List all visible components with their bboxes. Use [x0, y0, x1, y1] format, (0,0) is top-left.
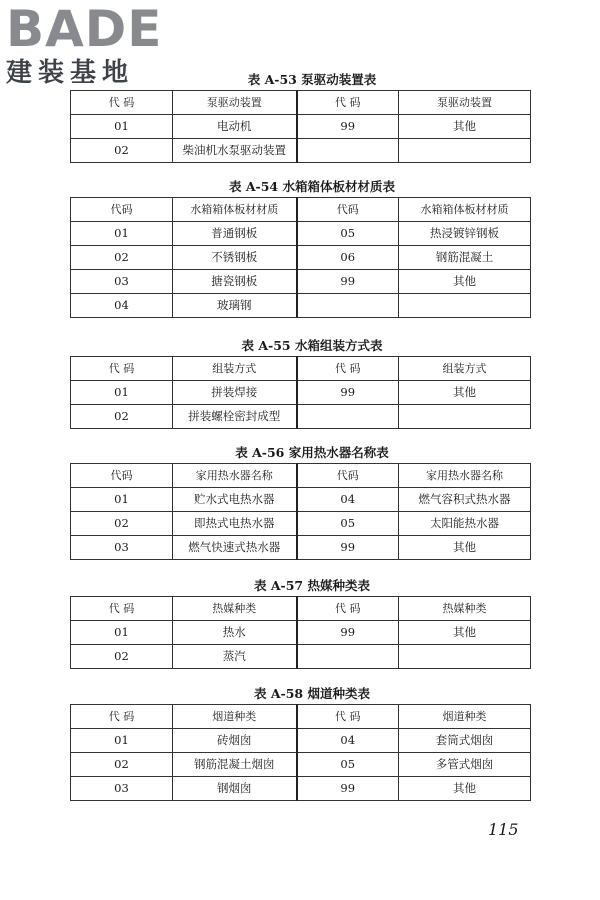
- table-cell: 拼装焊接: [173, 381, 297, 405]
- table-row: [71, 405, 531, 429]
- header-cell: 代码: [71, 464, 173, 488]
- header-cell: 代 码: [71, 705, 173, 729]
- table-cell: 钢筋混凝土: [399, 246, 531, 270]
- table-cell: 99: [297, 536, 399, 560]
- table-cell: 01: [71, 621, 173, 645]
- table-cell: 01: [71, 488, 173, 512]
- table-cell: 05: [297, 222, 399, 246]
- table-cell: 01: [71, 729, 173, 753]
- table-caption: 表 A-56 家用热水器名称表: [235, 445, 389, 460]
- header-cell: 家用热水器名称: [399, 464, 531, 488]
- table-cell: 其他: [399, 270, 531, 294]
- table-cell: 03: [71, 536, 173, 560]
- header-cell: 热媒种类: [399, 597, 531, 621]
- table-cell: 钢烟囱: [173, 777, 297, 801]
- table-cell: [399, 405, 531, 429]
- table-cell: [297, 139, 399, 163]
- table-row: [71, 246, 531, 270]
- code-table: [70, 90, 531, 163]
- table-cell: 99: [297, 621, 399, 645]
- table-cell: 燃气容积式热水器: [399, 488, 531, 512]
- table-row: [71, 536, 531, 560]
- page-number: 115: [488, 820, 519, 839]
- table-cell: 电动机: [173, 115, 297, 139]
- table-section: [70, 443, 530, 560]
- table-cell: 搪瓷钢板: [173, 270, 297, 294]
- table-cell: 套筒式烟囱: [399, 729, 531, 753]
- table-row: [71, 488, 531, 512]
- table-cell: 02: [71, 645, 173, 669]
- table-cell: 99: [297, 777, 399, 801]
- table-cell: [399, 645, 531, 669]
- table-row: [71, 753, 531, 777]
- header-cell: 代 码: [297, 597, 399, 621]
- table-header-row: [71, 464, 531, 488]
- code-table: [70, 704, 531, 801]
- table-row: [71, 139, 531, 163]
- table-cell: 01: [71, 115, 173, 139]
- logo-subtitle: 建装基地: [6, 58, 135, 88]
- table-cell: 多管式烟囱: [399, 753, 531, 777]
- table-cell: 02: [71, 405, 173, 429]
- table-cell: [297, 294, 399, 318]
- table-caption: 表 A-53 泵驱动装置表: [247, 72, 377, 87]
- table-row: [71, 729, 531, 753]
- table-cell: 即热式电热水器: [173, 512, 297, 536]
- table-cell: 太阳能热水器: [399, 512, 531, 536]
- table-cell: 燃气快速式热水器: [173, 536, 297, 560]
- table-cell: 其他: [399, 115, 531, 139]
- header-cell: 泵驱动装置: [399, 91, 531, 115]
- table-cell: 04: [297, 729, 399, 753]
- header-cell: 代码: [71, 198, 173, 222]
- table-cell: 其他: [399, 536, 531, 560]
- table-section: [70, 70, 530, 163]
- header-cell: 代 码: [71, 357, 173, 381]
- table-row: [71, 621, 531, 645]
- table-section: [70, 576, 530, 669]
- table-header-row: [71, 705, 531, 729]
- table-caption: 表 A-57 热媒种类表: [254, 578, 370, 593]
- table-caption: 表 A-58 烟道种类表: [254, 686, 370, 701]
- table-row: [71, 115, 531, 139]
- header-cell: 组装方式: [399, 357, 531, 381]
- header-cell: 代码: [297, 198, 399, 222]
- header-cell: 烟道种类: [399, 705, 531, 729]
- table-cell: 其他: [399, 777, 531, 801]
- table-cell: 02: [71, 753, 173, 777]
- table-cell: 99: [297, 115, 399, 139]
- table-header-row: [71, 198, 531, 222]
- table-row: [71, 777, 531, 801]
- table-cell: 01: [71, 381, 173, 405]
- header-cell: 代码: [297, 464, 399, 488]
- table-header-row: [71, 357, 531, 381]
- table-cell: 拼装螺栓密封成型: [173, 405, 297, 429]
- table-cell: 02: [71, 512, 173, 536]
- table-section: [70, 177, 530, 318]
- header-cell: 水箱箱体板材材质: [399, 198, 531, 222]
- table-header-row: [71, 597, 531, 621]
- table-cell: 贮水式电热水器: [173, 488, 297, 512]
- table-cell: 99: [297, 270, 399, 294]
- table-cell: 蒸汽: [173, 645, 297, 669]
- table-cell: 06: [297, 246, 399, 270]
- table-cell: 02: [71, 246, 173, 270]
- code-table: [70, 197, 531, 318]
- table-cell: 01: [71, 222, 173, 246]
- table-row: [71, 270, 531, 294]
- table-cell: 03: [71, 270, 173, 294]
- table-cell: 柴油机水泵驱动装置: [173, 139, 297, 163]
- header-cell: 代 码: [71, 91, 173, 115]
- table-row: [71, 512, 531, 536]
- header-cell: 代 码: [71, 597, 173, 621]
- table-caption: 表 A-55 水箱组装方式表: [241, 338, 383, 353]
- table-cell: 03: [71, 777, 173, 801]
- header-cell: 水箱箱体板材材质: [173, 198, 297, 222]
- code-table: [70, 596, 531, 669]
- table-caption: 表 A-54 水箱箱体板材材质表: [229, 179, 395, 194]
- table-section: [70, 336, 530, 429]
- table-section: [70, 684, 530, 801]
- logo-wordmark: BADE: [6, 0, 163, 58]
- table-row: [71, 222, 531, 246]
- table-cell: 热水: [173, 621, 297, 645]
- table-cell: 钢筋混凝土烟囱: [173, 753, 297, 777]
- table-cell: 04: [71, 294, 173, 318]
- header-cell: 代 码: [297, 705, 399, 729]
- header-cell: 组装方式: [173, 357, 297, 381]
- header-cell: 代 码: [297, 91, 399, 115]
- table-cell: 玻璃钢: [173, 294, 297, 318]
- table-header-row: [71, 91, 531, 115]
- table-cell: 02: [71, 139, 173, 163]
- header-cell: 代 码: [297, 357, 399, 381]
- table-cell: [297, 405, 399, 429]
- header-cell: 烟道种类: [173, 705, 297, 729]
- table-cell: 其他: [399, 381, 531, 405]
- table-cell: [399, 139, 531, 163]
- header-cell: 泵驱动装置: [173, 91, 297, 115]
- table-cell: 04: [297, 488, 399, 512]
- header-cell: 热媒种类: [173, 597, 297, 621]
- table-cell: 05: [297, 512, 399, 536]
- code-table: [70, 356, 531, 429]
- table-cell: 不锈钢板: [173, 246, 297, 270]
- table-row: [71, 294, 531, 318]
- table-cell: 05: [297, 753, 399, 777]
- table-cell: 99: [297, 381, 399, 405]
- table-row: [71, 381, 531, 405]
- table-cell: 普通钢板: [173, 222, 297, 246]
- table-cell: [297, 645, 399, 669]
- table-row: [71, 645, 531, 669]
- table-cell: 砖烟囱: [173, 729, 297, 753]
- code-table: [70, 463, 531, 560]
- table-cell: [399, 294, 531, 318]
- table-cell: 其他: [399, 621, 531, 645]
- table-cell: 热浸镀锌钢板: [399, 222, 531, 246]
- header-cell: 家用热水器名称: [173, 464, 297, 488]
